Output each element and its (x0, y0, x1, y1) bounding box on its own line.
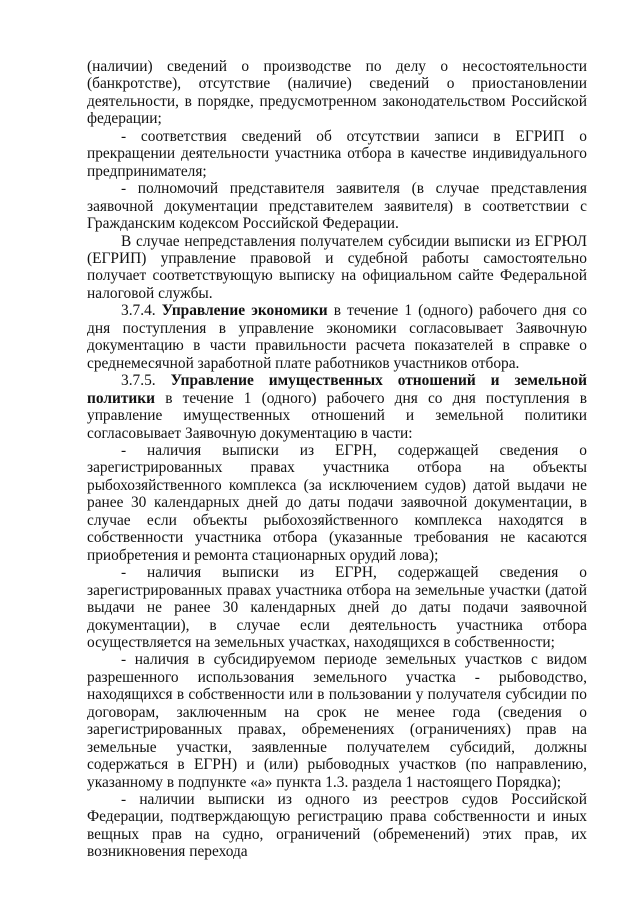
paragraph-2: - соответствия сведений об отсутствии записи в ЕГРИП о прекращении деятельности участника отбора в качестве индивидуального предпринимателя; (87, 127, 587, 180)
paragraph-9: - наличия в субсидируемом периоде земельных участков с видом разрешенного использования земельного участка - рыбоводство, находящихся в собственности или в пользовании у получателя субсидии по договорам, заключенным на срок не менее года (сведения о зарегистрированных правах, обременениях (ограничениях) прав на земельные участки, заявленные получателем субсидий, должны содержаться в ЕГРН) и (или) рыбоводных участков (по направлению, указанному в подпункте «а» пункта 1.3. раздела 1 настоящего Порядка); (87, 651, 587, 791)
clause-text: в течение 1 (одного) рабочего дня со дня поступления в управление имущественных отношений и земельной политики согласовывает Заявочную документацию в части: (87, 389, 587, 442)
paragraph-8: - наличия выписки из ЕГРН, содержащей сведения о зарегистрированных правах участника отбора на земельные участки (датой выдачи не ранее 30 календарных дней до даты подачи заявочной документации), в случае если деятельность участника отбора осуществляется на земельных участках, находящихся в собственности; (87, 564, 587, 651)
paragraph-4: В случае непредставления получателем субсидии выписки из ЕГРЮЛ (ЕГРИП) управление правовой и судебной работы самостоятельно получает соответствующую выписку на официальном сайте Федеральной налоговой службы. (87, 232, 587, 302)
paragraph-3-7-5 (87, 372, 587, 442)
clause-text: в течение 1 (одного) рабочего дня со дня поступления в управление экономики согласовывает Заявочную документацию в части правильности расчета показателей в справке о среднемесячной заработной плате работников участников отбора. (87, 302, 587, 372)
paragraph-1: (наличии) сведений о производстве по делу о несостоятельности (банкротстве), отсутствие (наличие) сведений о приостановлении деятельности, в порядке, предусмотренном законодательством Российской федерации; (87, 58, 587, 128)
paragraph-10: - наличии выписки из одного из реестров судов Российской Федерации, подтверждающую регистрацию права собственности и иных вещных прав на судно, ограничений (обременений) этих прав, их возникновения перехода (87, 791, 587, 861)
clause-subject: Управление экономики (161, 302, 328, 320)
paragraph-3-7-4 (87, 302, 587, 372)
document-page (87, 58, 587, 861)
paragraph-3: - полномочий представителя заявителя (в случае представления заявочной документации представителем заявителя) в соответствии с Гражданским кодексом Российской Федерации. (87, 180, 587, 233)
paragraph-7: - наличия выписки из ЕГРН, содержащей сведения о зарегистрированных правах участника отбора на объекты рыбохозяйственного комплекса (за исключением судов) датой выдачи не ранее 30 календарных дней до даты подачи заявочной документации, в случае если объекты рыбохозяйственного комплекса находятся в собственности участника отбора (указанные требования не касаются приобретения и ремонта стационарных орудий лова); (87, 441, 587, 564)
clause-subject: Управление имущественных отношений и земельной политики (87, 372, 587, 407)
clause-number: 3.7.5. (121, 372, 156, 390)
clause-number: 3.7.4. (121, 302, 156, 320)
